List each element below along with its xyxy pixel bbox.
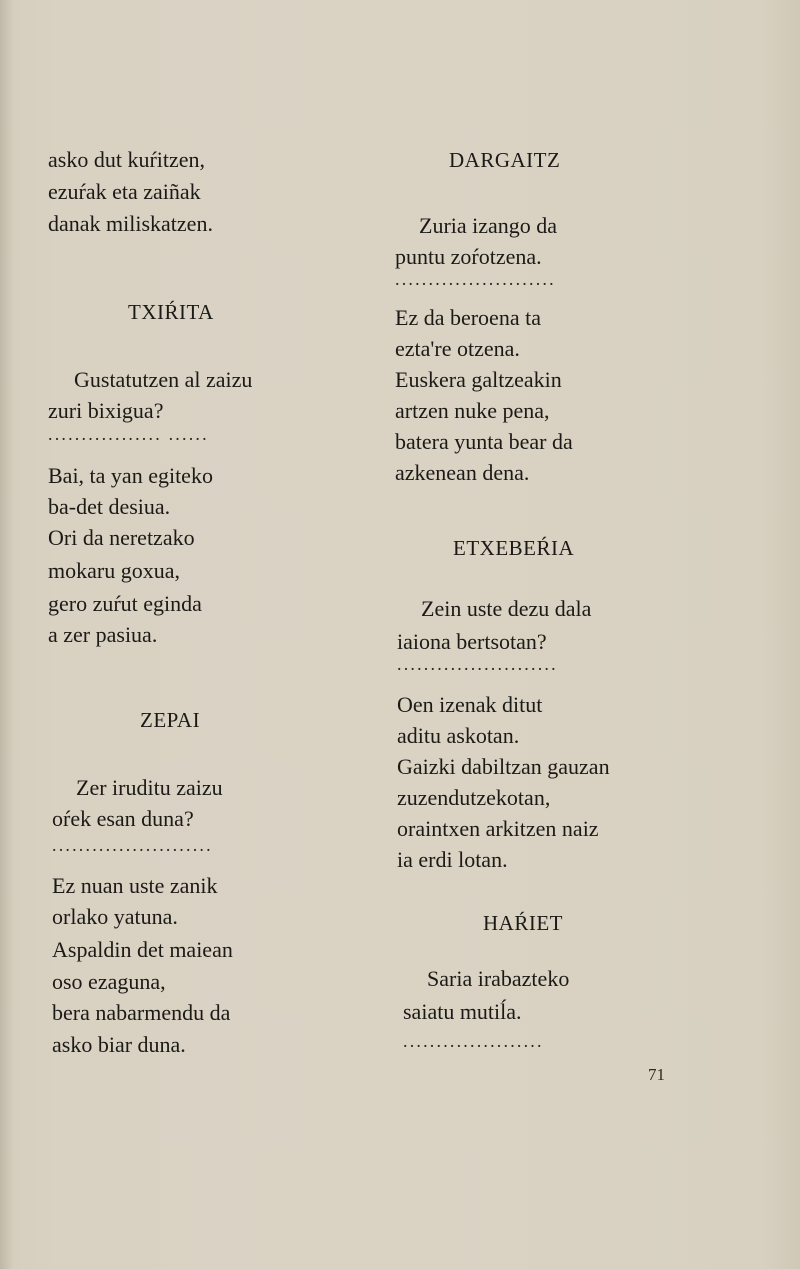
answer-line: ezta're otzena. [395, 336, 520, 361]
dotted-separator: ........................ [52, 835, 213, 855]
answer-line: ba-det desiua. [48, 494, 171, 519]
answer-line: aditu askotan. [397, 723, 520, 748]
section-heading-txirita: TXIŔITA [128, 300, 214, 324]
answer-line: Gaizki dabiltzan gauzan [397, 754, 610, 779]
question-line: saiatu mutiĺa. [403, 999, 522, 1024]
answer-line: asko biar duna. [52, 1032, 186, 1057]
intro-line: danak miliskatzen. [48, 211, 213, 236]
answer-line: mokaru goxua, [48, 558, 180, 583]
answer-line: Aspaldin det maiean [52, 937, 233, 962]
question-line: Gustatutzen al zaizu [74, 367, 253, 392]
answer-line: artzen nuke pena, [395, 398, 550, 423]
intro-line: asko dut kuŕitzen, [48, 147, 206, 172]
answer-line: azkenean dena. [395, 460, 530, 485]
question-line: puntu zoŕotzena. [395, 244, 542, 269]
answer-line: Euskera galtzeakin [395, 367, 562, 392]
question-line: zuri bixigua? [48, 398, 164, 423]
answer-line: Bai, ta yan egiteko [48, 463, 213, 488]
answer-line: Oen izenak ditut [397, 692, 543, 717]
dotted-separator: ................. ...... [48, 424, 209, 444]
answer-line: Ez nuan uste zanik [52, 873, 218, 898]
answer-line: gero zuŕut eginda [48, 591, 202, 616]
question-line: iaiona bertsotan? [397, 629, 547, 654]
answer-line: orlako yatuna. [52, 904, 178, 929]
answer-line: zuzendutzekotan, [397, 785, 551, 810]
question-line: Zer iruditu zaizu [76, 775, 223, 800]
intro-line: ezuŕak eta zaiñak [48, 179, 201, 204]
question-line: Zein uste dezu dala [421, 596, 592, 621]
dotted-separator: ........................ [395, 269, 556, 289]
answer-line: oraintxen arkitzen naiz [397, 816, 599, 841]
section-heading-etxeberia: ETXEBEŔIA [453, 536, 575, 560]
answer-line: Ez da beroena ta [395, 305, 541, 330]
answer-line: ia erdi lotan. [397, 847, 508, 872]
section-heading-zepai: ZEPAI [140, 708, 201, 732]
answer-line: a zer pasiua. [48, 622, 158, 647]
answer-line: oso ezaguna, [52, 969, 166, 994]
section-heading-hariet: HAŔIET [483, 911, 563, 935]
section-heading-dargaitz: DARGAITZ [449, 148, 561, 172]
answer-line: bera nabarmendu da [52, 1000, 231, 1025]
dotted-separator: ........................ [397, 654, 558, 674]
page-number: 71 [648, 1065, 665, 1084]
question-line: oŕek esan duna? [52, 806, 194, 831]
answer-line: Ori da neretzako [48, 525, 195, 550]
answer-line: batera yunta bear da [395, 429, 573, 454]
question-line: Zuria izango da [419, 213, 558, 238]
dotted-separator: ..................... [403, 1031, 544, 1051]
question-line: Saria irabazteko [427, 966, 570, 991]
